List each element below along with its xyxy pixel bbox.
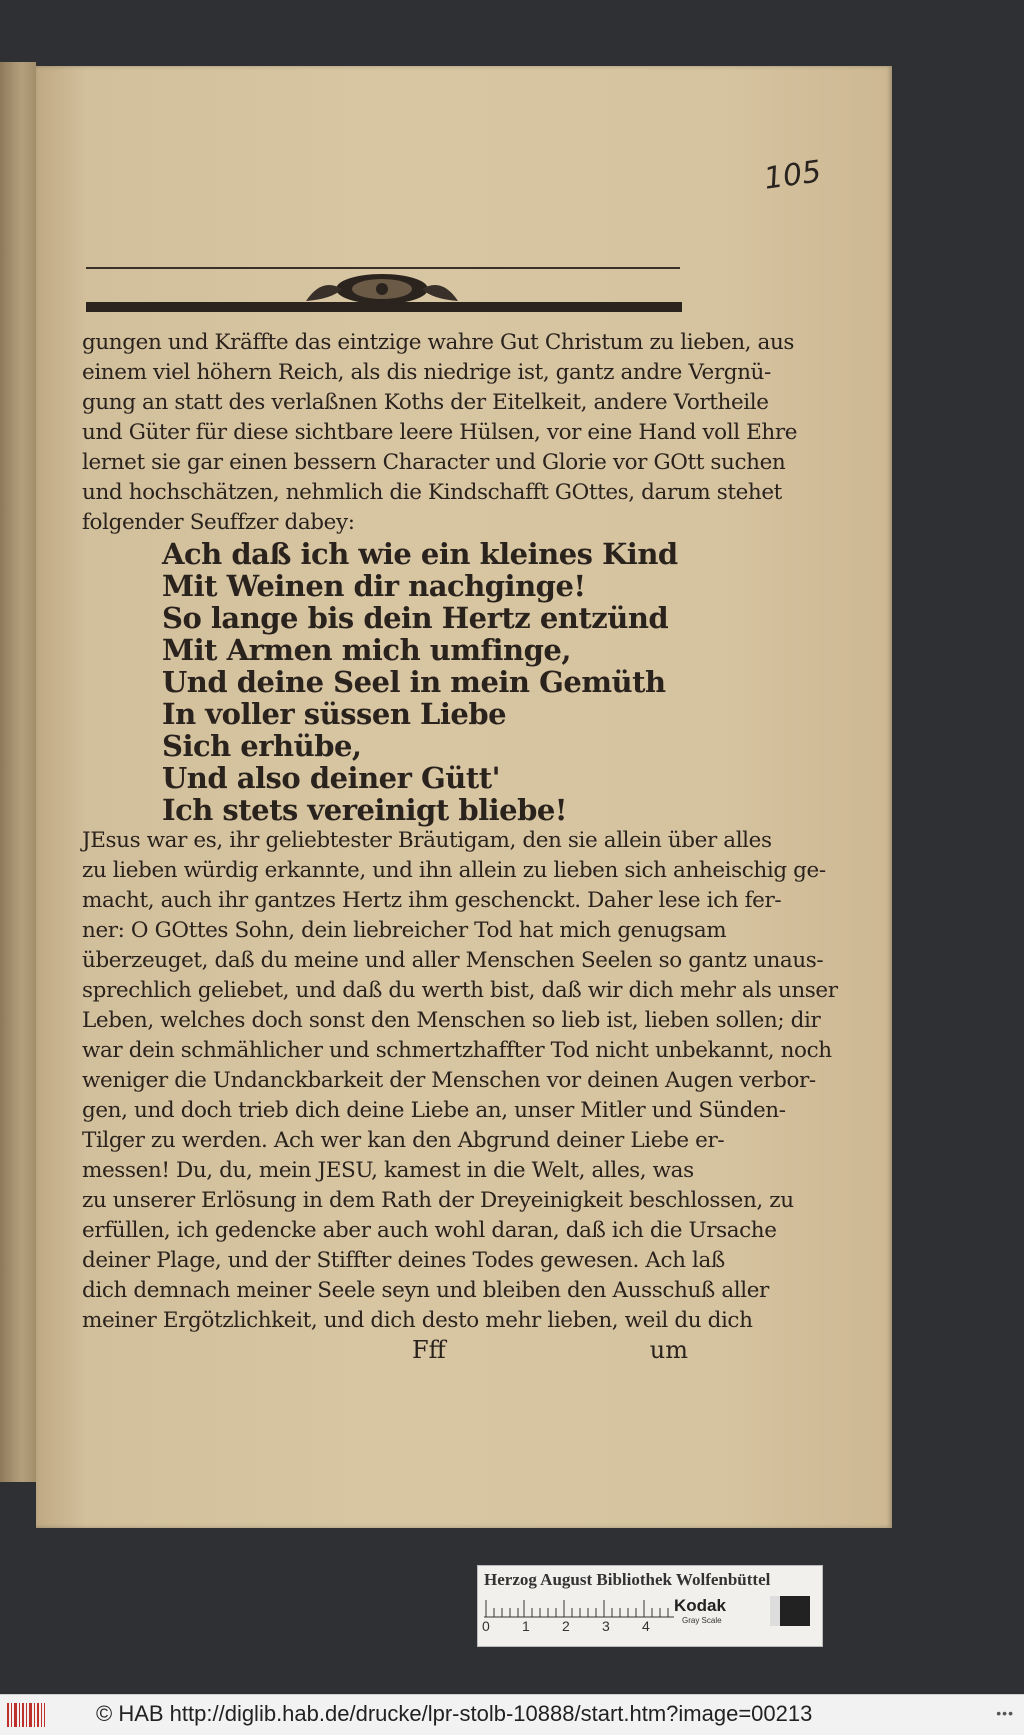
ruler-number: 4 bbox=[642, 1618, 650, 1634]
kodak-subtitle: Gray Scale bbox=[682, 1616, 722, 1625]
ruler-number: 2 bbox=[562, 1618, 570, 1634]
text-line: dich demnach meiner Seele seyn und bleiben den Ausschuß aller bbox=[82, 1278, 769, 1303]
facing-page-edge bbox=[0, 62, 36, 1482]
top-rule bbox=[86, 267, 680, 269]
text-line: gen, und doch trieb dich deine Liebe an, unser Mitler und Sünden- bbox=[82, 1098, 786, 1123]
verse-line: Sich erhübe, bbox=[162, 729, 362, 763]
verse-line: Ich stets vereinigt bliebe! bbox=[162, 793, 568, 827]
catchword: um bbox=[649, 1336, 688, 1364]
text-line: deiner Plage, und der Stiffter deines Todes gewesen. Ach laß bbox=[82, 1248, 725, 1273]
verse-line: Und deine Seel in mein Gemüth bbox=[162, 665, 666, 699]
kodak-brand: Kodak bbox=[674, 1596, 726, 1615]
text-line: macht, auch ihr gantzes Hertz ihm geschenckt. Daher lese ich fer- bbox=[82, 888, 782, 913]
ornament-bar bbox=[86, 302, 682, 312]
text-line: Leben, welches doch sonst den Menschen so lieb ist, lieben sollen; dir bbox=[82, 1008, 821, 1033]
text-line: lernet sie gar einen bessern Character und Glorie vor GOtt suchen bbox=[82, 450, 786, 475]
text-line: überzeuget, daß du meine und aller Menschen Seelen so gantz unaus- bbox=[82, 948, 824, 973]
text-line: sprechlich geliebet, und daß du werth bist, daß wir dich mehr als unser bbox=[82, 978, 838, 1003]
text-line: zu unserer Erlösung in dem Rath der Dreyeinigkeit beschlossen, zu bbox=[82, 1188, 794, 1213]
ruler-number: 3 bbox=[602, 1618, 610, 1634]
text-line: und Güter für diese sichtbare leere Hülsen, vor eine Hand voll Ehre bbox=[82, 420, 798, 445]
verse-line: Und also deiner Gütt' bbox=[162, 761, 500, 795]
more-menu-icon[interactable]: ••• bbox=[996, 1705, 1014, 1721]
verse-line: Ach daß ich wie ein kleines Kind bbox=[162, 537, 678, 571]
text-line: war dein schmählicher und schmertzhaffter Tod nicht unbekannt, noch bbox=[82, 1038, 832, 1063]
barcode-icon bbox=[6, 1701, 46, 1729]
text-line: erfüllen, ich gedencke aber auch wohl daran, daß ich die Ursache bbox=[82, 1218, 777, 1243]
folio-number: 105 bbox=[761, 154, 824, 197]
gray-scale-swatch bbox=[770, 1596, 810, 1626]
copyright-url[interactable]: © HAB http://diglib.hab.de/drucke/lpr-stolb-10888/start.htm?image=00213 bbox=[96, 1701, 813, 1726]
library-name: Herzog August Bibliothek Wolfenbüttel bbox=[484, 1570, 771, 1589]
ruler-number: 1 bbox=[522, 1618, 530, 1634]
verse-line: Mit Weinen dir nachginge! bbox=[162, 569, 586, 603]
text-line: Tilger zu werden. Ach wer kan den Abgrund deiner Liebe er- bbox=[82, 1128, 725, 1153]
library-label bbox=[477, 1565, 823, 1647]
text-line: zu lieben würdig erkannte, und ihn allein zu lieben sich anheischig ge- bbox=[82, 858, 826, 883]
text-line: messen! Du, du, mein JESU, kamest in die Welt, alles, was bbox=[82, 1158, 694, 1183]
text-line: gung an statt des verlaßnen Koths der Eitelkeit, andere Vortheile bbox=[82, 390, 769, 415]
signature-mark: Fff bbox=[412, 1336, 446, 1364]
ruler-number: 0 bbox=[482, 1618, 490, 1634]
text-line: ner: O GOttes Sohn, dein liebreicher Tod hat mich genugsam bbox=[82, 918, 727, 943]
text-line: folgender Seuffzer dabey: bbox=[82, 510, 355, 535]
verse-line: Mit Armen mich umfinge, bbox=[162, 633, 571, 667]
page-text bbox=[82, 328, 838, 1336]
verse-line: In voller süssen Liebe bbox=[162, 697, 507, 731]
text-line: und hochschätzen, nehmlich die Kindschafft GOttes, darum stehet bbox=[82, 480, 782, 505]
text-line: einem viel höhern Reich, als dis niedrige ist, gantz andre Vergnü- bbox=[82, 360, 771, 385]
text-line: weniger die Undanckbarkeit der Menschen vor deinen Augen verbor- bbox=[82, 1068, 816, 1093]
verse-line: So lange bis dein Hertz entzünd bbox=[162, 601, 669, 635]
footer-bar bbox=[0, 1694, 1024, 1735]
text-line: JEsus war es, ihr geliebtester Bräutigam, den sie allein über alles bbox=[82, 828, 772, 853]
text-line: meiner Ergötzlichkeit, und dich desto mehr lieben, weil du dich bbox=[82, 1308, 753, 1333]
text-line: gungen und Kräffte das eintzige wahre Gut Christum zu lieben, aus bbox=[82, 330, 795, 355]
